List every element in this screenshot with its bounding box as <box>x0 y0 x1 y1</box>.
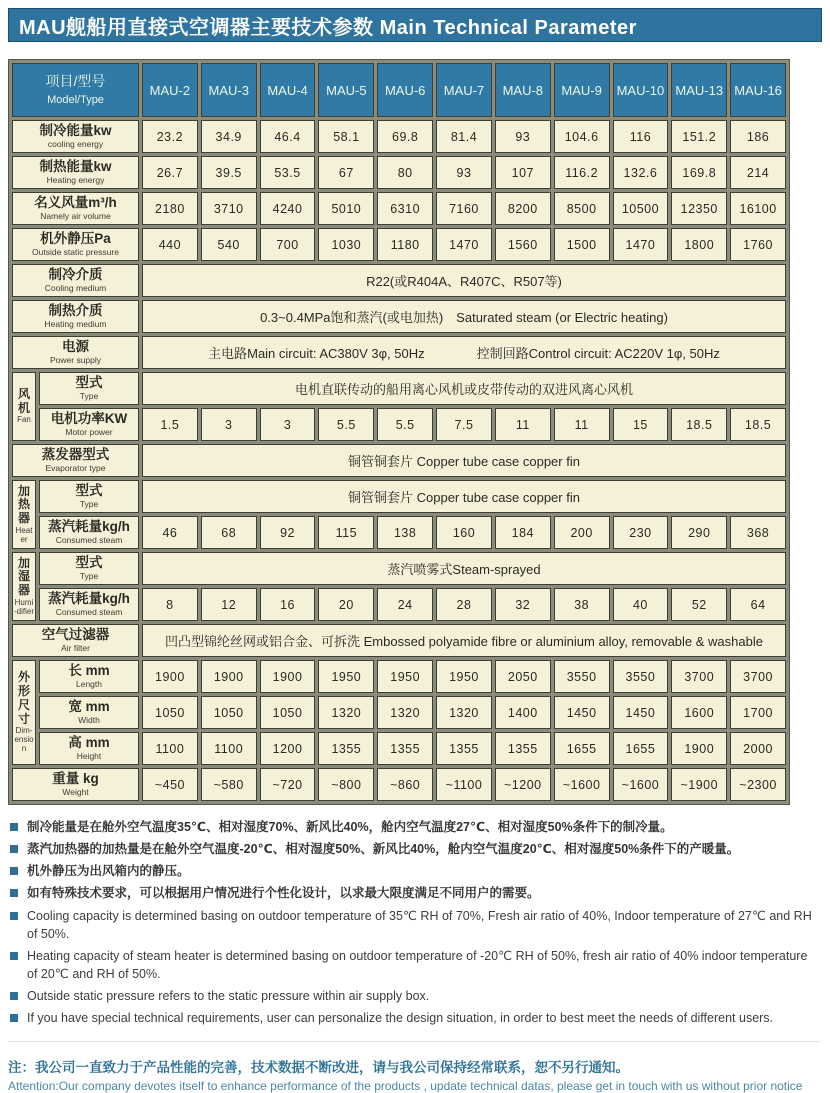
value-cell: 440 <box>142 228 198 261</box>
value-cell: 1500 <box>554 228 610 261</box>
value-cell: ~720 <box>260 768 316 801</box>
value-cell: ~1100 <box>436 768 492 801</box>
value-cell: 10500 <box>613 192 669 225</box>
note-item <box>8 907 820 943</box>
label-zh: 项目/型号 <box>45 73 106 90</box>
value-cell: 3550 <box>613 660 669 693</box>
square-bullet-icon <box>10 889 18 897</box>
value-cell: 64 <box>730 588 786 621</box>
row-label <box>12 156 139 189</box>
row-label <box>12 768 139 801</box>
value-cell: 1700 <box>730 696 786 729</box>
note-text: 机外静压为出风箱内的静压。 <box>27 864 190 879</box>
model-header-cell: MAU-10 <box>613 63 669 117</box>
spec-table <box>8 59 790 805</box>
label-zh: 制冷介质 <box>48 266 103 282</box>
note-text: 如有特殊技术要求，可以根据用户情况进行个性化设计，以求最大限度满足不同用户的需要。 <box>27 886 540 901</box>
value-cell: 1030 <box>318 228 374 261</box>
value-cell: 7.5 <box>436 408 492 441</box>
row-label <box>39 696 139 729</box>
label-en: Height <box>76 750 102 761</box>
value-cell: 186 <box>730 120 786 153</box>
value-cell: 116.2 <box>554 156 610 189</box>
value-cell: 3 <box>260 408 316 441</box>
label-en: Weight <box>62 786 89 797</box>
label-en: Air filter <box>61 642 90 653</box>
label-en: cooling energy <box>47 138 104 149</box>
model-header-cell: MAU-16 <box>730 63 786 117</box>
label-zh: 制热介质 <box>48 302 103 318</box>
row-value-span: 铜管铜套片 Copper tube case copper fin <box>142 444 786 477</box>
value-cell: 5010 <box>318 192 374 225</box>
note-item <box>8 1009 820 1027</box>
note-item <box>8 840 820 858</box>
value-cell: 11 <box>495 408 551 441</box>
row-value-span: 0.3~0.4MPa饱和蒸汽(或电加热) Saturated steam (or Electric heating) <box>142 300 786 333</box>
label-en: Length <box>76 678 102 689</box>
note-item <box>8 947 820 983</box>
label-zh: 制冷能量kw <box>39 122 112 138</box>
value-cell: 104.6 <box>554 120 610 153</box>
value-cell: 138 <box>377 516 433 549</box>
row-value-span: 电机直联传动的船用离心风机或皮带传动的双进风离心风机 <box>142 372 786 405</box>
group-label <box>12 660 36 765</box>
label-zh: 加热器 <box>17 483 30 526</box>
models-header-label <box>12 63 139 117</box>
value-cell: ~800 <box>318 768 374 801</box>
label-en: Humi-difier <box>14 597 35 616</box>
value-cell: 1450 <box>613 696 669 729</box>
value-cell: 290 <box>671 516 727 549</box>
value-cell: ~2300 <box>730 768 786 801</box>
group-label <box>12 480 36 549</box>
value-cell: 1100 <box>201 732 257 765</box>
label-zh: 空气过滤器 <box>41 626 110 642</box>
value-cell: 1050 <box>260 696 316 729</box>
label-zh: 重量 kg <box>52 770 99 786</box>
row-value-span: 铜管铜套片 Copper tube case copper fin <box>142 480 786 513</box>
model-header-cell: MAU-3 <box>201 63 257 117</box>
row-label <box>39 732 139 765</box>
label-en: Type <box>79 498 99 509</box>
value-cell: 8 <box>142 588 198 621</box>
label-en: Motor power <box>65 426 113 437</box>
value-cell: 8200 <box>495 192 551 225</box>
value-cell: 46.4 <box>260 120 316 153</box>
note-text: Heating capacity of steam heater is determined basing on outdoor temperature of -20℃ RH of 50%, fresh air ratio of 40% indoor temperature of 20℃ and RH of 50%. <box>27 948 808 981</box>
label-zh: 电机功率KW <box>50 410 128 426</box>
value-cell: 24 <box>377 588 433 621</box>
value-cell: 1355 <box>318 732 374 765</box>
value-cell: 1.5 <box>142 408 198 441</box>
model-header-cell: MAU-9 <box>554 63 610 117</box>
value-cell: 169.8 <box>671 156 727 189</box>
label-en: Outside static pressure <box>32 246 119 257</box>
row-label <box>12 120 139 153</box>
label-en: Evaporator type <box>45 462 106 473</box>
label-zh: 风机 <box>17 386 30 415</box>
value-cell: 214 <box>730 156 786 189</box>
value-cell: 1900 <box>260 660 316 693</box>
value-cell: 32 <box>495 588 551 621</box>
label-en: Heating energy <box>46 174 105 185</box>
value-cell: 16100 <box>730 192 786 225</box>
value-cell: 1900 <box>142 660 198 693</box>
label-en: Type <box>79 570 99 581</box>
value-cell: 5.5 <box>318 408 374 441</box>
value-cell: 1655 <box>554 732 610 765</box>
value-cell: ~860 <box>377 768 433 801</box>
value-cell: 26.7 <box>142 156 198 189</box>
value-cell: 1200 <box>260 732 316 765</box>
note-item <box>8 818 820 836</box>
value-cell: 12 <box>201 588 257 621</box>
label-en: Consumed steam <box>55 606 123 617</box>
notes-section <box>8 818 820 1027</box>
value-cell: 1950 <box>436 660 492 693</box>
value-cell: 93 <box>495 120 551 153</box>
value-cell: ~450 <box>142 768 198 801</box>
label-en: Heater <box>15 525 33 544</box>
square-bullet-icon <box>10 1014 18 1022</box>
label-en: Cooling medium <box>44 282 107 293</box>
value-cell: 1450 <box>554 696 610 729</box>
label-en: Fan <box>17 415 31 425</box>
label-zh: 制热能量kw <box>39 158 112 174</box>
value-cell: 1900 <box>671 732 727 765</box>
value-cell: 1400 <box>495 696 551 729</box>
note-item <box>8 987 820 1005</box>
label-zh: 型式 <box>75 374 103 390</box>
value-cell: 1320 <box>436 696 492 729</box>
value-cell: 540 <box>201 228 257 261</box>
row-label <box>12 444 139 477</box>
value-cell: 46 <box>142 516 198 549</box>
model-header-cell: MAU-2 <box>142 63 198 117</box>
label-zh: 蒸汽耗量kg/h <box>48 590 130 606</box>
value-cell: 1355 <box>377 732 433 765</box>
value-cell: 16 <box>260 588 316 621</box>
label-zh: 电源 <box>62 338 89 354</box>
value-cell: ~1600 <box>554 768 610 801</box>
model-header-cell: MAU-7 <box>436 63 492 117</box>
value-cell: 2180 <box>142 192 198 225</box>
value-cell: 160 <box>436 516 492 549</box>
model-header-cell: MAU-4 <box>260 63 316 117</box>
value-cell: 700 <box>260 228 316 261</box>
note-item <box>8 862 820 880</box>
square-bullet-icon <box>10 912 18 920</box>
row-label <box>12 192 139 225</box>
label-en: Heating medium <box>44 318 107 329</box>
value-cell: 81.4 <box>436 120 492 153</box>
value-cell: 68 <box>201 516 257 549</box>
note-item <box>8 884 820 902</box>
value-cell: ~1600 <box>613 768 669 801</box>
value-cell: 15 <box>613 408 669 441</box>
value-cell: 184 <box>495 516 551 549</box>
value-cell: 1950 <box>377 660 433 693</box>
value-cell: 1100 <box>142 732 198 765</box>
label-en: Width <box>78 714 100 725</box>
row-label <box>39 516 139 549</box>
value-cell: 92 <box>260 516 316 549</box>
label-zh: 高 mm <box>68 734 110 750</box>
value-cell: 1355 <box>436 732 492 765</box>
value-cell: 40 <box>613 588 669 621</box>
value-cell: ~580 <box>201 768 257 801</box>
value-cell: 368 <box>730 516 786 549</box>
row-label <box>39 660 139 693</box>
value-cell: 1320 <box>377 696 433 729</box>
label-zh: 型式 <box>75 482 103 498</box>
square-bullet-icon <box>10 952 18 960</box>
model-header-cell: MAU-13 <box>671 63 727 117</box>
note-text: Cooling capacity is determined basing on outdoor temperature of 35℃ RH of 70%, Fresh air ratio of 40%, Indoor temperature of 27℃ and RH of 50%. <box>27 908 812 941</box>
value-cell: 1320 <box>318 696 374 729</box>
label-en: Namely air volume <box>40 210 111 221</box>
row-label <box>12 300 139 333</box>
square-bullet-icon <box>10 823 18 831</box>
label-en: Type <box>79 390 99 401</box>
label-en: Model/Type <box>47 93 104 106</box>
value-cell: 23.2 <box>142 120 198 153</box>
row-label <box>12 228 139 261</box>
row-value-span: 蒸汽喷雾式Steam-sprayed <box>142 552 786 585</box>
value-cell: 5.5 <box>377 408 433 441</box>
label-zh: 宽 mm <box>68 698 110 714</box>
value-cell: 1800 <box>671 228 727 261</box>
value-cell: 2050 <box>495 660 551 693</box>
footer-note <box>8 1041 820 1093</box>
group-label <box>12 372 36 441</box>
value-cell: 1050 <box>142 696 198 729</box>
value-cell: 116 <box>613 120 669 153</box>
label-en: Power supply <box>49 354 102 365</box>
value-cell: 34.9 <box>201 120 257 153</box>
row-label <box>39 480 139 513</box>
value-cell: 69.8 <box>377 120 433 153</box>
value-cell: 6310 <box>377 192 433 225</box>
label-en: Consumed steam <box>55 534 123 545</box>
row-value-span: 主电路Main circuit: AC380V 3φ, 50Hz 控制回路Control circuit: AC220V 1φ, 50Hz <box>142 336 786 369</box>
model-header-cell: MAU-5 <box>318 63 374 117</box>
row-label <box>12 264 139 297</box>
value-cell: 38 <box>554 588 610 621</box>
value-cell: 67 <box>318 156 374 189</box>
value-cell: 58.1 <box>318 120 374 153</box>
row-value-span: R22(或R404A、R407C、R507等) <box>142 264 786 297</box>
row-label <box>39 408 139 441</box>
value-cell: 1560 <box>495 228 551 261</box>
value-cell: ~1900 <box>671 768 727 801</box>
label-zh: 长 mm <box>68 662 110 678</box>
group-label <box>12 552 36 621</box>
value-cell: 3700 <box>730 660 786 693</box>
value-cell: 3 <box>201 408 257 441</box>
value-cell: 1180 <box>377 228 433 261</box>
value-cell: 132.6 <box>613 156 669 189</box>
value-cell: 1655 <box>613 732 669 765</box>
page-title-bar <box>8 8 822 42</box>
model-header-cell: MAU-8 <box>495 63 551 117</box>
note-text: 制冷能量是在舱外空气温度35℃、相对湿度70%、新风比40%，舱内空气温度27℃、相对湿度50%条件下的制冷量。 <box>27 820 673 834</box>
value-cell: 12350 <box>671 192 727 225</box>
value-cell: 151.2 <box>671 120 727 153</box>
value-cell: ~1200 <box>495 768 551 801</box>
value-cell: 200 <box>554 516 610 549</box>
row-label <box>39 552 139 585</box>
value-cell: 1600 <box>671 696 727 729</box>
value-cell: 7160 <box>436 192 492 225</box>
value-cell: 1760 <box>730 228 786 261</box>
value-cell: 18.5 <box>671 408 727 441</box>
footer-note-english: Attention:Our company devotes itself to enhance performance of the products , update technical datas, please get in touch with us without prior notice <box>8 1079 803 1093</box>
label-zh: 型式 <box>75 554 103 570</box>
label-zh: 蒸发器型式 <box>41 446 110 462</box>
row-value-span: 凹凸型锦纶丝网或铝合金、可拆洗 Embossed polyamide fibre or aluminium alloy, removable & washable <box>142 624 786 657</box>
model-header-cell: MAU-6 <box>377 63 433 117</box>
label-zh: 外形尺寸 <box>17 670 30 726</box>
label-zh: 机外静压Pa <box>40 230 111 246</box>
label-zh: 名义风量m³/h <box>34 194 117 210</box>
value-cell: 1355 <box>495 732 551 765</box>
value-cell: 8500 <box>554 192 610 225</box>
page-title: MAU舰船用直接式空调器主要技术参数 Main Technical Parameter <box>19 16 637 39</box>
value-cell: 53.5 <box>260 156 316 189</box>
value-cell: 2000 <box>730 732 786 765</box>
value-cell: 4240 <box>260 192 316 225</box>
value-cell: 1470 <box>436 228 492 261</box>
footer-note-chinese: 注：我公司一直致力于产品性能的完善，技术数据不断改进，请与我公司保持经常联系，恕不另行通知。 <box>8 1060 629 1076</box>
row-label <box>39 372 139 405</box>
value-cell: 1900 <box>201 660 257 693</box>
row-label <box>12 624 139 657</box>
value-cell: 1050 <box>201 696 257 729</box>
value-cell: 1470 <box>613 228 669 261</box>
label-en: Dim-ension <box>14 726 34 753</box>
note-text: If you have special technical requirements, user can personalize the design situation, in order to best meet the needs of different users. <box>27 1011 774 1026</box>
value-cell: 80 <box>377 156 433 189</box>
row-label <box>12 336 139 369</box>
square-bullet-icon <box>10 845 18 853</box>
value-cell: 3710 <box>201 192 257 225</box>
value-cell: 11 <box>554 408 610 441</box>
value-cell: 93 <box>436 156 492 189</box>
square-bullet-icon <box>10 992 18 1000</box>
value-cell: 107 <box>495 156 551 189</box>
square-bullet-icon <box>10 867 18 875</box>
label-zh: 加湿器 <box>17 555 30 598</box>
note-text: 蒸汽加热器的加热量是在舱外空气温度-20℃、相对湿度50%、新风比40%，舱内空气温度20℃、相对湿度50%条件下的产暖量。 <box>27 842 740 857</box>
value-cell: 28 <box>436 588 492 621</box>
value-cell: 115 <box>318 516 374 549</box>
value-cell: 230 <box>613 516 669 549</box>
value-cell: 20 <box>318 588 374 621</box>
value-cell: 3700 <box>671 660 727 693</box>
note-text: Outside static pressure refers to the static pressure within air supply box. <box>27 989 430 1003</box>
row-label <box>39 588 139 621</box>
value-cell: 52 <box>671 588 727 621</box>
value-cell: 3550 <box>554 660 610 693</box>
label-zh: 蒸汽耗量kg/h <box>48 518 130 534</box>
value-cell: 39.5 <box>201 156 257 189</box>
value-cell: 18.5 <box>730 408 786 441</box>
value-cell: 1950 <box>318 660 374 693</box>
